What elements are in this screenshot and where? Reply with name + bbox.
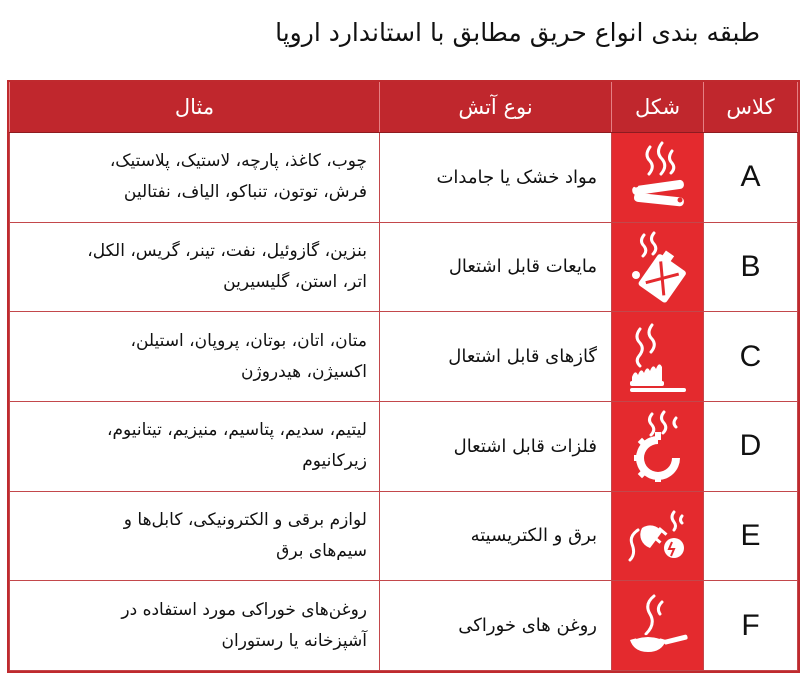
example-text	[10, 312, 380, 402]
page-title: طبقه بندی انواع حریق مطابق با استاندارد اروپا	[275, 18, 760, 47]
example-line: چوب، کاغذ، پارچه، لاستیک، پلاستیک،	[109, 151, 367, 172]
example-text	[10, 222, 380, 312]
shape-cell	[612, 133, 704, 223]
class-letter: A	[704, 133, 798, 223]
table-row	[10, 312, 798, 402]
gas-burner-icon	[622, 319, 694, 395]
fire-type: مواد خشک یا جامدات	[380, 133, 612, 223]
example-line: آشپزخانه یا رستوران	[221, 630, 367, 651]
example-text	[10, 401, 380, 491]
fuel-can-icon	[622, 229, 694, 305]
table-row	[10, 581, 798, 671]
example-line: اتر، استن، گلیسیرین	[223, 271, 367, 292]
class-letter: E	[704, 491, 798, 581]
class-letter: F	[704, 581, 798, 671]
fire-type: فلزات قابل اشتعال	[380, 401, 612, 491]
fire-type: برق و الکتریسیته	[380, 491, 612, 581]
electric-plug-fire-icon	[622, 498, 694, 574]
header-shape: شکل	[612, 82, 704, 133]
example-line: لوازم برقی و الکترونیکی، کابل‌ها و	[123, 509, 367, 530]
burning-wood-icon	[622, 139, 694, 215]
example-line: متان، اتان، بوتان، پروپان، استیلن،	[130, 330, 367, 351]
fire-type: مایعات قابل اشتعال	[380, 222, 612, 312]
example-line: روغن‌های خوراکی مورد استفاده در	[121, 599, 367, 620]
example-line: زیرکانیوم	[302, 451, 367, 472]
header-class: کلاس	[704, 82, 798, 133]
fire-type: روغن های خوراکی	[380, 581, 612, 671]
table-row	[10, 401, 798, 491]
class-letter: B	[704, 222, 798, 312]
shape-cell	[612, 312, 704, 402]
shape-cell	[612, 401, 704, 491]
example-text	[10, 133, 380, 223]
table-row	[10, 491, 798, 581]
shape-cell	[612, 491, 704, 581]
fire-classification-table	[7, 80, 800, 673]
fire-type: گازهای قابل اشتعال	[380, 312, 612, 402]
class-letter: C	[704, 312, 798, 402]
header-example: مثال	[10, 82, 380, 133]
example-line: لیتیم، سدیم، پتاسیم، منیزیم، تیتانیوم،	[106, 420, 367, 441]
frying-pan-fire-icon	[622, 588, 694, 664]
shape-cell	[612, 581, 704, 671]
example-text	[10, 491, 380, 581]
table-row	[10, 222, 798, 312]
example-line: سیم‌های برق	[276, 540, 367, 561]
example-text	[10, 581, 380, 671]
example-line: اکسیژن، هیدروژن	[241, 361, 367, 382]
table-row	[10, 133, 798, 223]
header-row	[10, 82, 798, 133]
example-line: بنزین، گازوئیل، نفت، تینر، گریس، الکل،	[87, 240, 367, 261]
header-fire-type: نوع آتش	[380, 82, 612, 133]
class-letter: D	[704, 401, 798, 491]
example-line: فرش، توتون، تنباکو، الیاف، نفتالین	[123, 182, 367, 203]
shape-cell	[612, 222, 704, 312]
metal-gear-fire-icon	[622, 408, 694, 484]
